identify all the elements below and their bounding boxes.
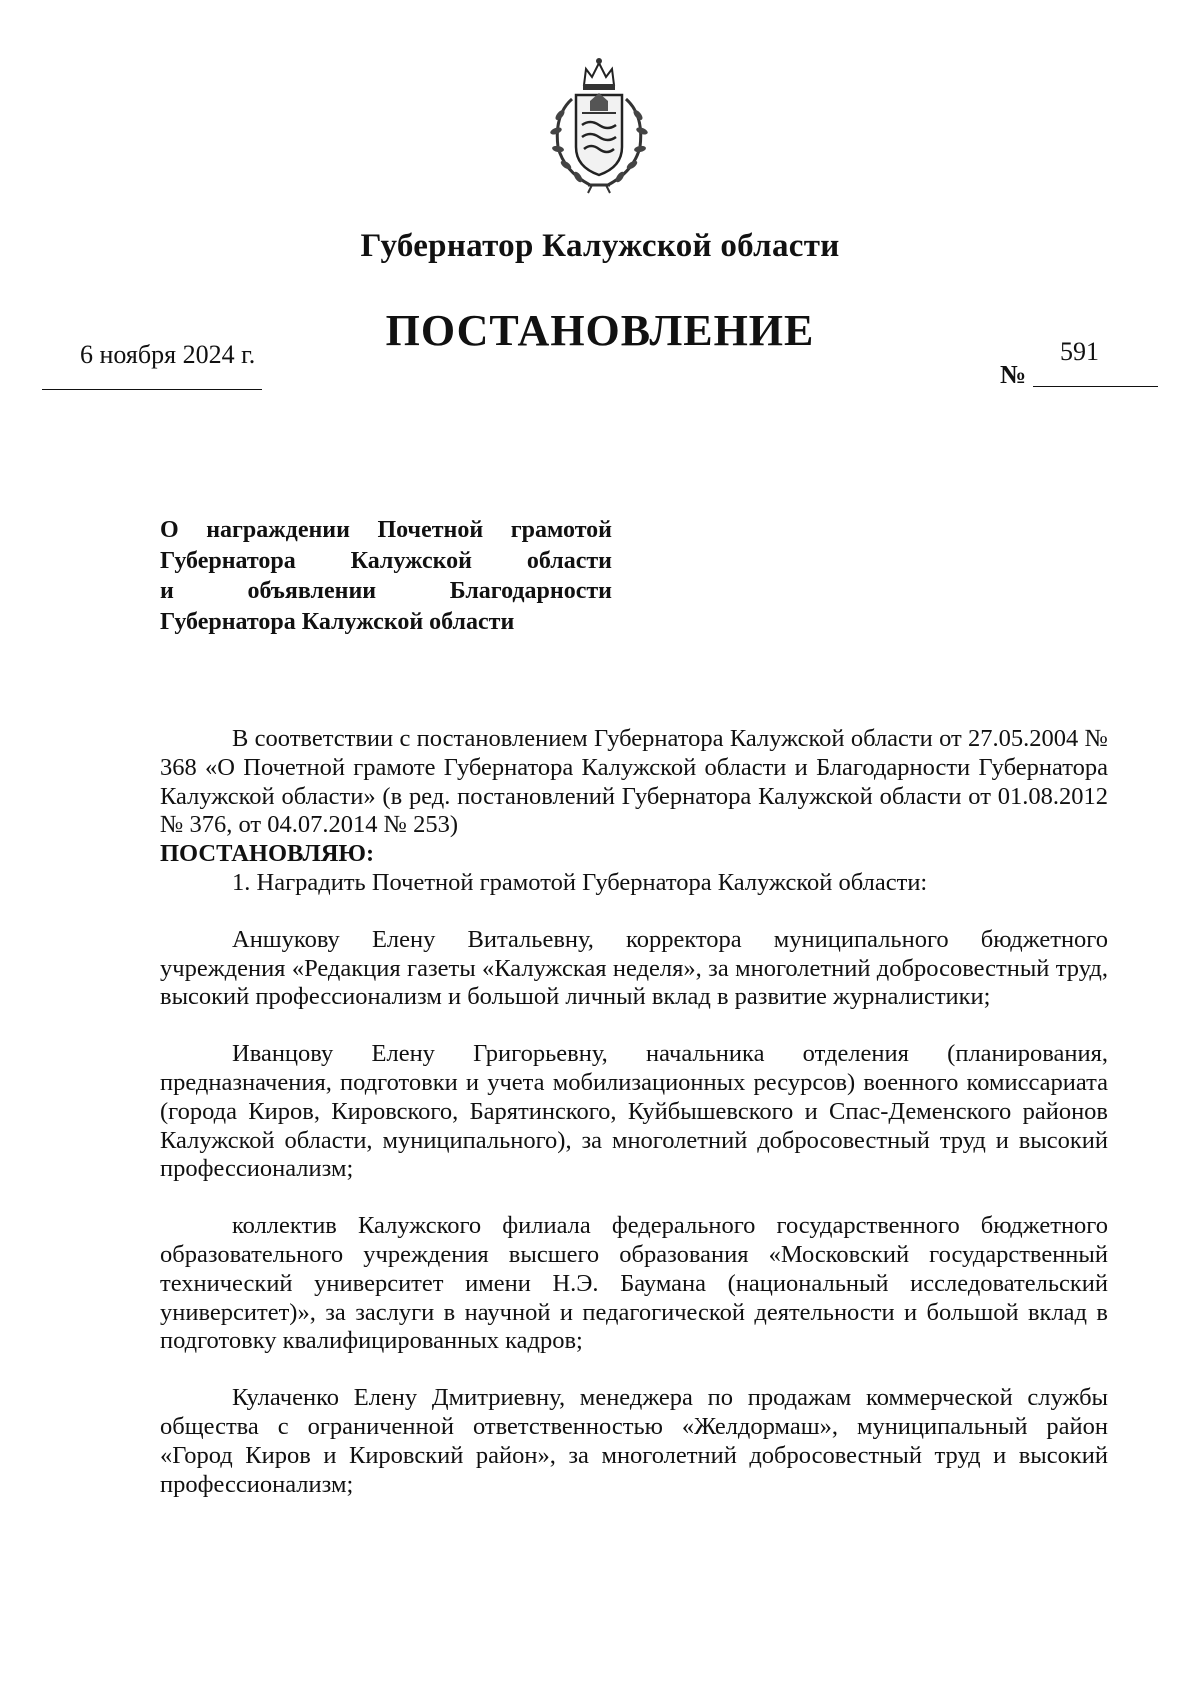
document-date: 6 ноября 2024 г. <box>80 340 256 369</box>
preamble-paragraph: В соответствии с постановлением Губернатора Калужской области от 27.05.2004 № 368 «О Почетной грамоте Губернатора Калужской области и Благодарности Губернатора Калужской области» (в ред. постановлений Губернатора Калужской области от 01.08.2012 № 376, от 04.07.2014 № 253) <box>160 725 1108 839</box>
subject-line: Губернатора Калужской области <box>160 608 515 635</box>
resolve-heading: ПОСТАНОВЛЯЮ: <box>160 840 375 868</box>
document-type-title: ПОСТАНОВЛЕНИЕ <box>385 306 815 355</box>
item-1-paragraph: 1. Наградить Почетной грамотой Губернатора Калужской области: <box>232 868 928 896</box>
awardee-paragraph: Кулаченко Елену Дмитриевну, менеджера по продажам коммерческой службы общества с ограниченной ответственностью «Желдормаш», муниципальный район «Город Киров и Кировский район», за многолетний добросовестный труд и высокий профессионализм; <box>160 1384 1108 1498</box>
document-body <box>160 725 1108 1499</box>
subject-line: Губернатора Калужской области <box>160 547 612 574</box>
subject-line: и объявлении Благодарности <box>160 578 612 604</box>
awardee-paragraph: коллектив Калужского филиала федерального государственного бюджетного образовательного учреждения высшего образования «Московский государственный технический университет имени Н.Э. Баумана (национальный исследовательский университет)», за заслуги в научной и педагогической деятельности и большой вклад в подготовку квалифицированных кадров; <box>160 1212 1108 1355</box>
awardee-paragraph: Аншукову Елену Витальевну, корректора муниципального бюджетного учреждения «Редакция газеты «Калужская неделя», за многолетний добросовестный труд, высокий профессионализм и большой личный вклад в развитие журналистики; <box>160 925 1108 1011</box>
number-underline <box>1033 386 1158 387</box>
document-number-label: № <box>1000 360 1027 389</box>
awardee-paragraph: Иванцову Елену Григорьевну, начальника отделения (планирования, предназначения, подготовки и учета мобилизационных ресурсов) военного комиссариата (города Киров, Кировского, Барятинского, Куйбышевского и Спас-Деменского районов Калужской области, муниципального), за многолетний добросовестный труд и высокий профессионализм; <box>160 1040 1108 1183</box>
date-underline <box>42 389 262 390</box>
document-subject <box>160 515 612 637</box>
coat-of-arms-icon <box>540 55 658 195</box>
document-number: 591 <box>1060 337 1099 366</box>
subject-line: О награждении Почетной грамотой <box>160 517 612 543</box>
issuing-authority: Губернатор Калужской области <box>360 228 840 264</box>
